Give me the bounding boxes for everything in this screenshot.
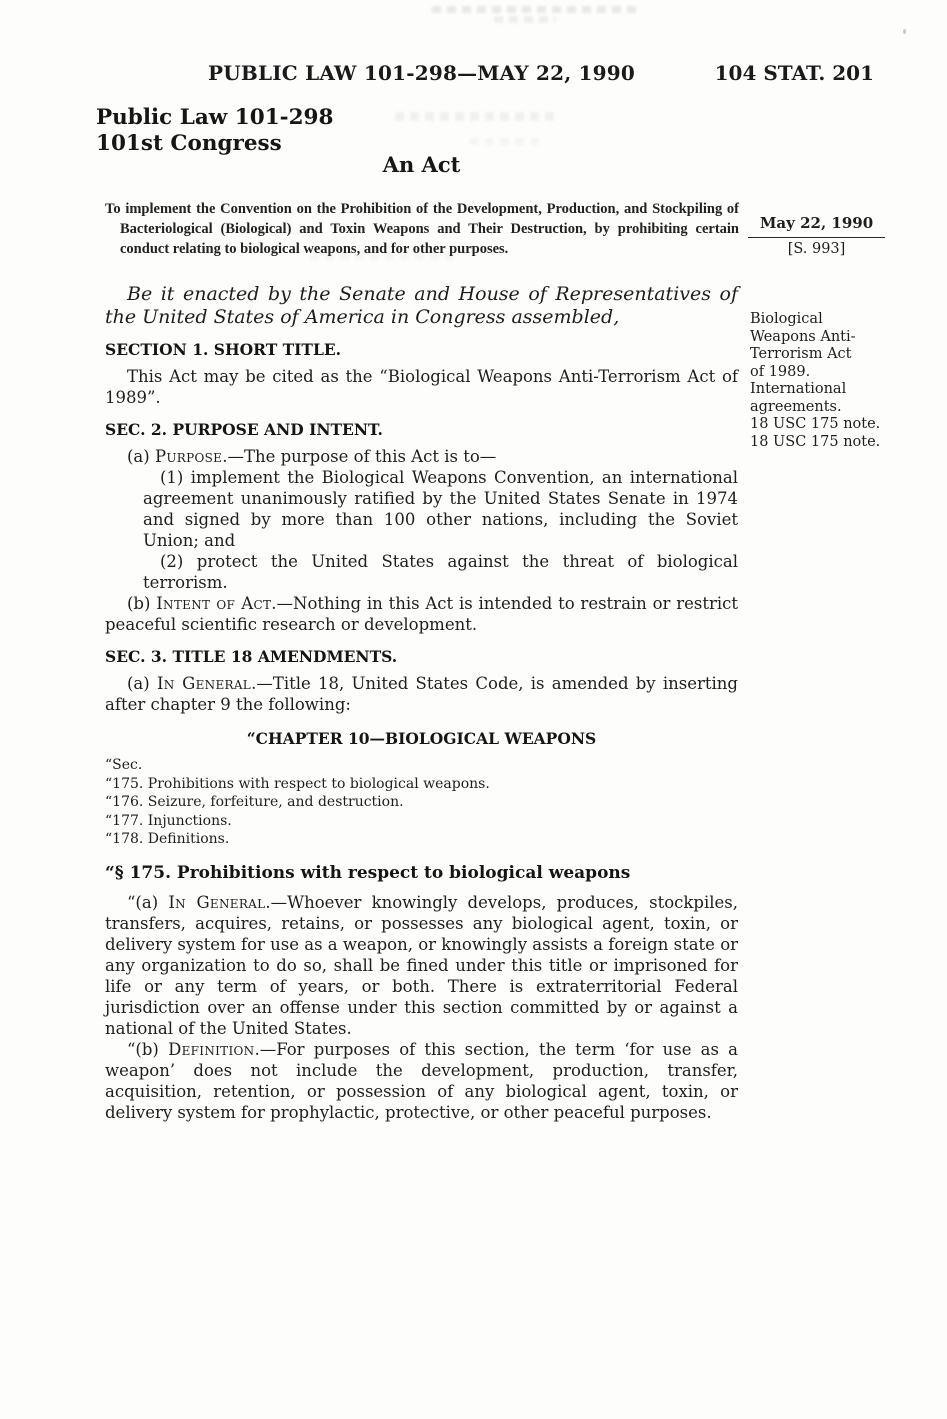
stat-page-number: 104 STAT. 201 bbox=[714, 61, 874, 85]
toc-line: “176. Seizure, forfeiture, and destruction. bbox=[105, 794, 404, 810]
margin-note bbox=[750, 434, 885, 452]
margin-rule bbox=[748, 237, 885, 238]
purpose-item-2: (2) protect the United States against the threat of biological terrorism. bbox=[143, 552, 738, 592]
act-heading: An Act bbox=[382, 152, 461, 177]
margin-note-list bbox=[750, 311, 885, 451]
margin-note bbox=[750, 381, 885, 416]
law-number: Public Law 101-298 bbox=[96, 105, 334, 130]
title18-in-general: (a) In General.—Title 18, United States Code, is amended by inserting after chapter 9 the following: bbox=[105, 674, 738, 714]
main-text-column bbox=[105, 283, 738, 1123]
scan-artifact bbox=[310, 252, 460, 260]
law-identification bbox=[96, 105, 333, 157]
margin-note bbox=[750, 416, 885, 434]
margin-note-line: agreements. bbox=[750, 398, 842, 415]
margin-note-line: Terrorism Act bbox=[750, 346, 852, 362]
section-1-heading: SECTION 1. SHORT TITLE. bbox=[105, 340, 342, 359]
enactment-date: May 22, 1990 bbox=[759, 214, 874, 232]
margin-note-line: 18 USC 175 note. bbox=[750, 416, 881, 432]
margin-note-line: Biological bbox=[750, 311, 823, 327]
usc-175-heading: “§ 175. Prohibitions with respect to biological weapons bbox=[105, 862, 631, 883]
enactment-date-block bbox=[748, 215, 885, 258]
scan-speck bbox=[903, 29, 906, 34]
section-2-heading: SEC. 2. PURPOSE AND INTENT. bbox=[105, 420, 383, 439]
section-3-heading: SEC. 3. TITLE 18 AMENDMENTS. bbox=[105, 647, 398, 666]
scan-artifact bbox=[395, 112, 560, 121]
toc-line: “178. Definitions. bbox=[105, 831, 230, 847]
chapter-10-toc bbox=[105, 756, 738, 849]
scan-artifact bbox=[432, 6, 637, 13]
congress-label: 101st Congress bbox=[96, 131, 282, 156]
margin-note-line: 18 USC 175 note. bbox=[750, 433, 881, 450]
margin-note-line: International bbox=[750, 381, 847, 397]
preamble-text: To implement the Convention on the Prohibition of the Development, Production, and Stockpiling of Bacteriological (Biological) and Toxin Weapons and Their Destruction, by prohibiting certain conduct relating to biological weapons, and for other purposes. bbox=[105, 201, 739, 257]
running-header-title: PUBLIC LAW 101-298—MAY 22, 1990 bbox=[207, 61, 635, 85]
margin-note-line: of 1989. bbox=[750, 363, 811, 380]
purpose-intro: (a) Purpose.—The purpose of this Act is to— bbox=[127, 447, 497, 466]
toc-line: “177. Injunctions. bbox=[105, 812, 232, 829]
margin-notes-column bbox=[748, 0, 885, 1419]
usc-175-subsection-b: “(b) Definition.—For purposes of this section, the term ‘for use as a weapon’ does not include the development, production, transfer, acquisition, retention, or possession of any biological agent, toxin, or delivery system for prophylactic, protective, or other peaceful purposes. bbox=[105, 1039, 739, 1122]
chapter-10-heading: “CHAPTER 10—BIOLOGICAL WEAPONS bbox=[246, 729, 597, 748]
toc-line: “175. Prohibitions with respect to biological weapons. bbox=[105, 775, 490, 792]
purpose-item-1: (1) implement the Biological Weapons Convention, an international agreement unanimously ratified by the United States Senate in 1974 and signed by more than 100 other nations, including the Soviet Union; and bbox=[143, 468, 738, 550]
margin-note-line: Weapons Anti- bbox=[750, 328, 856, 345]
enacting-clause: Be it enacted by the Senate and House of Representatives of the United States of America in Congress assembled, bbox=[105, 283, 738, 328]
intent-of-act: (b) Intent of Act.—Nothing in this Act is intended to restrain or restrict peaceful scientific research or development. bbox=[105, 594, 738, 634]
short-title-text: This Act may be cited as the “Biological Weapons Anti-Terrorism Act of 1989”. bbox=[105, 367, 738, 407]
margin-note bbox=[750, 311, 885, 381]
bill-number: [S. 993] bbox=[787, 240, 846, 257]
toc-line: “Sec. bbox=[105, 757, 143, 773]
scan-artifact bbox=[470, 138, 540, 145]
scan-artifact bbox=[494, 16, 556, 23]
usc-175-subsection-a: “(a) In General.—Whoever knowingly develops, produces, stockpiles, transfers, acquires, retains, or possesses any biological agent, toxin, or delivery system for use as a weapon, or knowingly assists a foreign state or any organization to do so, shall be fined under this title or imprisoned for life or any term of years, or both. There is extraterritorial Federal jurisdiction over an offense under this section committed by or against a national of the United States. bbox=[105, 892, 739, 1038]
